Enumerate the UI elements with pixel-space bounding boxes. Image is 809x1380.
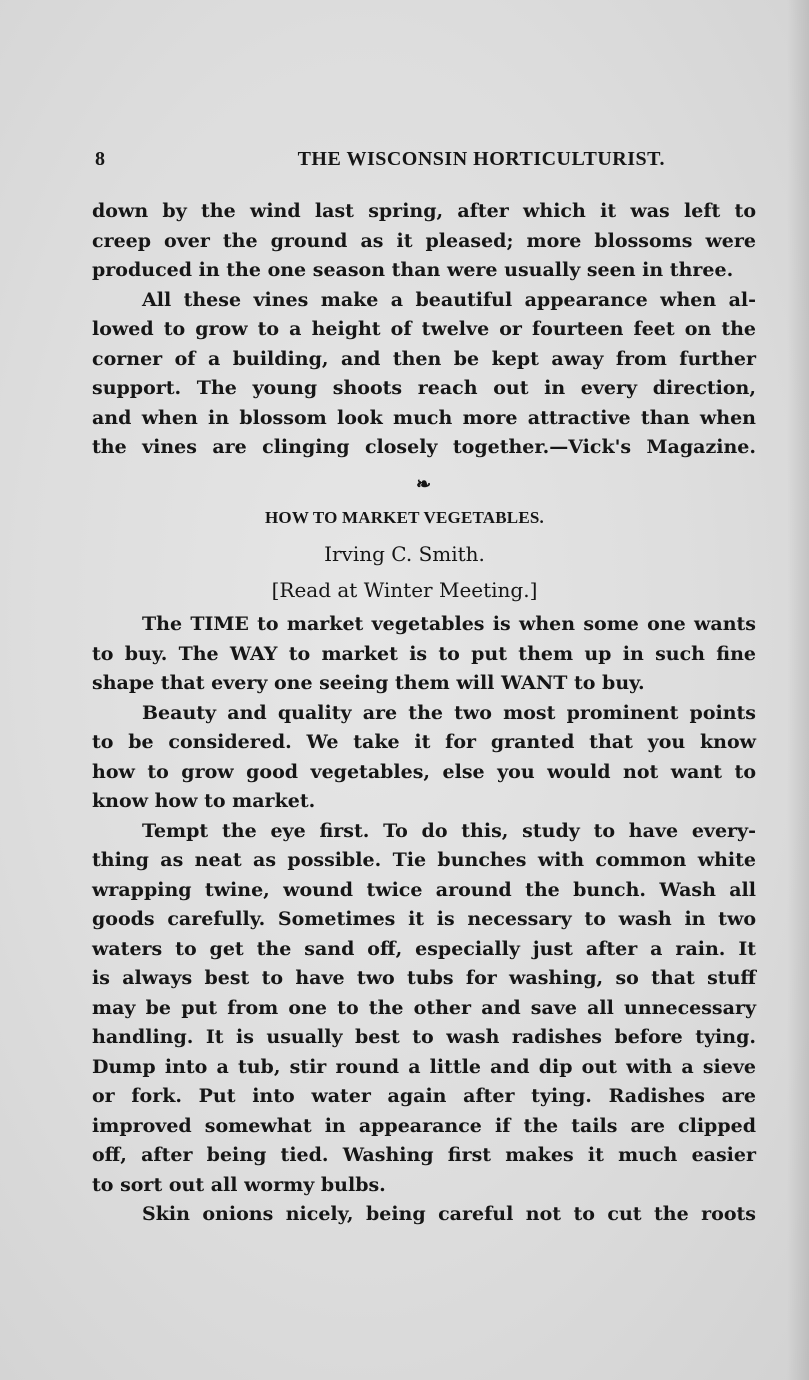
text-line: shape that every one seeing them will WANT to buy. xyxy=(92,672,645,694)
continued-paragraphs xyxy=(92,197,756,463)
text-line: waters to get the sand off, especially just after a rain. It xyxy=(92,937,756,960)
article-title: HOW TO MARKET VEGETABLES. xyxy=(265,508,544,527)
text-line: corner of a building, and then be kept away from further xyxy=(92,347,756,370)
text-line: how to grow good vegetables, else you would not want to xyxy=(92,760,756,783)
page-number: 8 xyxy=(95,148,106,170)
text-line: to buy. The WAY to market is to put them up in such fine xyxy=(92,642,756,665)
text-line: wrapping twine, wound twice around the bunch. Wash all xyxy=(92,878,756,901)
text-line: to sort out all wormy bulbs. xyxy=(92,1173,386,1196)
text-line: The TIME to market vegetables is when some one wants xyxy=(142,613,756,635)
journal-title: THE WISCONSIN HORTICULTURIST. xyxy=(297,148,665,170)
text-line: and when in blossom look much more attractive than when xyxy=(92,406,756,429)
article-note: [Read at Winter Meeting.] xyxy=(271,578,538,602)
text-line: Beauty and quality are the two most prominent points xyxy=(142,701,756,724)
article-body xyxy=(92,610,756,1230)
text-line: Dump into a tub, stir round a little and dip out with a sieve xyxy=(92,1055,756,1078)
text-line: to be considered. We take it for granted that you know xyxy=(92,731,756,753)
text-line: thing as neat as possible. Tie bunches with common white xyxy=(92,849,756,871)
text-line: down by the wind last spring, after which it was left to xyxy=(92,200,756,222)
text-line: off, after being tied. Washing first makes it much easier xyxy=(92,1144,756,1166)
running-head xyxy=(95,148,665,178)
text-line: goods carefully. Sometimes it is necessary to wash in two xyxy=(92,908,756,930)
page-edge-shadow xyxy=(787,0,809,1380)
text-line: may be put from one to the other and save all unnecessary xyxy=(92,996,756,1019)
text-line: support. The young shoots reach out in every direction, xyxy=(92,377,756,399)
text-line: Tempt the eye first. To do this, study to have every- xyxy=(142,819,756,842)
text-line: All these vines make a beautiful appearance when al- xyxy=(142,288,756,311)
text-line: know how to market. xyxy=(92,790,316,812)
text-line: the vines are clinging closely together.—Vick's Magazine. xyxy=(92,436,756,458)
text-line: Skin onions nicely, being careful not to cut the roots xyxy=(142,1203,756,1225)
article-author: Irving C. Smith. xyxy=(324,542,485,566)
text-line: handling. It is usually best to wash radishes before tying. xyxy=(92,1026,756,1048)
text-line: lowed to grow to a height of twelve or fourteen feet on the xyxy=(92,318,756,340)
text-line: improved somewhat in appearance if the tails are clipped xyxy=(92,1114,756,1137)
text-line: creep over the ground as it pleased; more blossoms were xyxy=(92,229,756,252)
text-line: is always best to have two tubs for washing, so that stuff xyxy=(92,967,756,989)
text-line: produced in the one season than were usually seen in three. xyxy=(92,259,734,281)
section-ornament: ❧ xyxy=(416,474,432,495)
text-line: or fork. Put into water again after tying. Radishes are xyxy=(92,1085,756,1107)
